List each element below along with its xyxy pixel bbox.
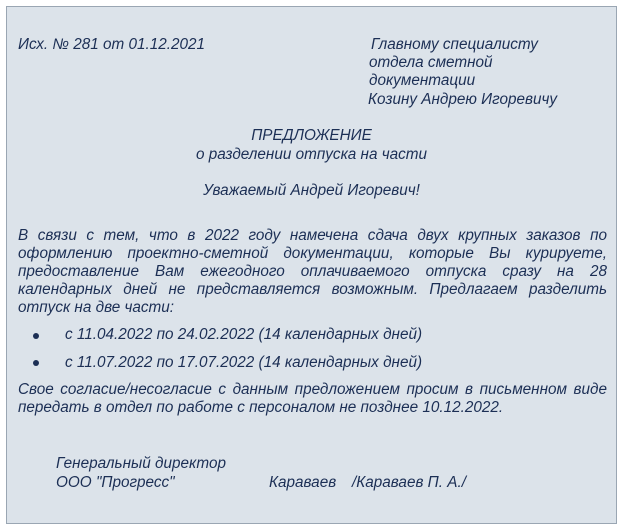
- bullet-icon: [33, 333, 39, 339]
- outgoing-reference: Исх. № 281 от 01.12.2021: [18, 36, 206, 53]
- body-paragraph: В связи с тем, что в 2022 году намечена сдача двух крупных заказов по оформлению проектно-сметной документации, которые Вы курируете, предоставление Вам ежегодного оплачиваемого отпуска сразу на 28 календарных дней не представляется возможным. Предлагаем разделить отпуск на две части:: [18, 227, 607, 316]
- signatory-full-name: /Караваев П. А./: [352, 474, 466, 491]
- recipient-line-2: отдела сметной: [369, 54, 493, 71]
- recipient-line-3: документации: [369, 72, 476, 89]
- document-page: [6, 6, 617, 524]
- document-title: ПРЕДЛОЖЕНИЕ: [251, 127, 372, 144]
- signatory-company: ООО "Прогресс": [56, 474, 175, 491]
- signature: Караваев: [269, 474, 337, 491]
- bullet-item-2: с 11.07.2022 по 17.07.2022 (14 календарных дней): [65, 354, 423, 371]
- signatory-position: Генеральный директор: [56, 455, 226, 472]
- closing-paragraph: Свое согласие/несогласие с данным предложением просим в письменном виде передать в отдел по работе с персоналом не позднее 10.12.2022.: [18, 381, 607, 416]
- bullet-item-1: с 11.04.2022 по 24.02.2022 (14 календарных дней): [65, 326, 423, 343]
- document-subtitle: о разделении отпуска на части: [195, 146, 428, 163]
- salutation: Уважаемый Андрей Игоревич!: [203, 182, 420, 199]
- recipient-line-1: Главному специалисту: [371, 36, 538, 53]
- recipient-line-4: Козину Андрею Игоревичу: [368, 91, 558, 108]
- bullet-icon: [33, 360, 39, 366]
